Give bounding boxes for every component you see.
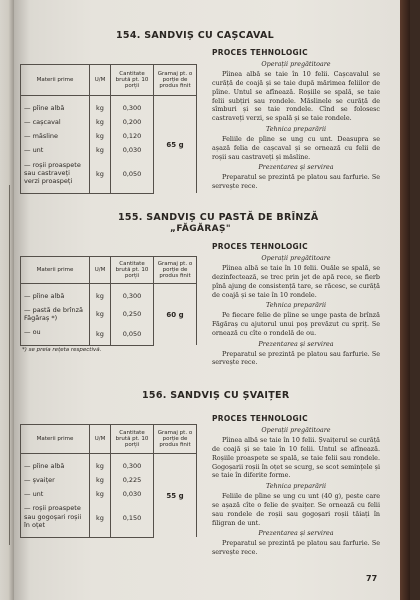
col-header-unit: U/M <box>90 425 111 454</box>
ingredients-table <box>20 424 197 538</box>
col-header-portion: Gramaj pt. o porție de produs finit <box>154 425 197 454</box>
process-heading: PROCES TEHNOLOGIC <box>212 242 308 251</box>
table-row: — pîine albă kg 0,300 65 g <box>21 96 197 114</box>
table-row: — pîine albă kg 0,300 60 g <box>21 284 197 302</box>
step-text: Preparatul se prezintă pe platou sau farfurie. Se servește rece. <box>212 173 380 191</box>
book-page <box>14 0 410 600</box>
process-section <box>212 414 380 557</box>
step-text: Pe fiecare felie de pîine se unge pasta de brînză Făgăraș cu ajutorul unui poș prevăzut cu spriț. Se ornează cu cîte o rondelă de ou. <box>212 311 380 337</box>
table-row: — cașcaval kg 0,200 <box>21 113 197 127</box>
step-text: Feliile de pîine se ung cu unt (40 g), peste care se așază cîte o felie de șvaițer. Se ornează cu felii sau rondele de roșii sau gogoșari roșii tăiați în filigran de unt. <box>212 492 380 527</box>
step-label: Tehnica preparării <box>265 125 327 134</box>
step-text: Pîinea albă se taie în 10 felii. Cașcavalul se curăță de coajă și se taie după mărimea feliilor de pîine. Untul se afînează. Roșiile se spală, se taie felii subțiri sau rondele. Măslinele se curăță de sîmburi și se taie rondele. Cînd se folosesc castraveți verzi, se spală și se taie rondele. <box>212 70 380 123</box>
col-header-portion: Gramaj pt. o porție de produs finit <box>154 65 197 96</box>
step-text: Preparatul se prezintă pe platou sau farfurie. Se servește rece. <box>212 539 380 557</box>
process-section <box>212 242 380 367</box>
table-row: — unt kg 0,030 <box>21 141 197 155</box>
recipe-subtitle: „FĂGĂRAȘ" <box>170 224 232 234</box>
col-header-materials: Materii prime <box>21 65 90 96</box>
col-header-materials: Materii prime <box>21 257 90 284</box>
step-text: Pîinea albă se taie în 10 felii. Ouăle se spală, se dezinfectează, se trec prin jet de apă rece, se fierb pînă ajung de consistență tare, se răcesc, se curăță de coajă și se taie în 10 rondele. <box>212 264 380 299</box>
process-section <box>212 48 380 191</box>
book-spine <box>400 0 410 600</box>
step-text: Pîinea albă se taie în 10 felii. Șvaițerul se curăță de coajă și se taie în 10 felii. Untul se afînează. Roșiile proaspete se spală, se taie felii sau rondele. Gogoșarii roșii în oțet se scurg, se scot semințele și se taie în diferite forme. <box>212 436 380 480</box>
col-header-materials: Materii prime <box>21 425 90 454</box>
table-row: — șvaițer kg 0,225 <box>21 471 197 485</box>
step-label: Tehnica preparării <box>265 301 327 310</box>
step-label: Prezentarea și servirea <box>258 339 334 348</box>
col-header-quantity: Cantitate brută pt. 10 porții <box>111 425 154 454</box>
table-row: — roșii proaspete sau gogoșari roșii în oțet kg 0,150 <box>21 499 197 537</box>
recipe-title: 154. SANDVIȘ CU CAȘCAVAL <box>116 30 274 41</box>
table-row: — pastă de brînză Făgăraș *) kg 0,250 <box>21 301 197 323</box>
portion-weight: 55 g <box>154 454 197 538</box>
recipe-title: 156. SANDVIȘ CU ȘVAIȚER <box>142 390 290 401</box>
portion-weight: 60 g <box>154 284 197 346</box>
ingredients-table <box>20 64 197 194</box>
portion-weight: 65 g <box>154 96 197 194</box>
step-label: Operații pregătitoare <box>261 60 331 69</box>
step-text: Preparatul se prezintă pe platou sau farfurie. Se servește rece. <box>212 349 380 367</box>
left-page-edge <box>0 0 14 600</box>
step-label: Operații pregătitoare <box>261 426 331 435</box>
page-number: 77 <box>366 574 378 583</box>
step-text: Feliile de pîine se ung cu unt. Deasupra se așază felia de cașcaval și se ornează cu felii de roșii sau castraveți și măsline. <box>212 134 380 161</box>
ingredients-table <box>20 256 197 346</box>
step-label: Operații pregătitoare <box>261 254 331 263</box>
process-heading: PROCES TEHNOLOGIC <box>212 48 308 57</box>
step-label: Prezentarea și servirea <box>258 529 334 538</box>
col-header-quantity: Cantitate brută pt. 10 porții <box>111 257 154 284</box>
process-heading: PROCES TEHNOLOGIC <box>212 414 308 423</box>
table-row: — pîine albă kg 0,300 55 g <box>21 454 197 472</box>
col-header-portion: Gramaj pt. o porție de produs finit <box>154 257 197 284</box>
table-row: — unt kg 0,030 <box>21 485 197 499</box>
col-header-quantity: Cantitate brută pt. 10 porții <box>111 65 154 96</box>
recipe-title: 155. SANDVIȘ CU PASTĂ DE BRÎNZĂ <box>118 212 319 223</box>
table-row: — ou kg 0,050 <box>21 323 197 345</box>
footnote: *) se preia rețeta respectivă. <box>22 347 102 353</box>
table-row: — măsline kg 0,120 <box>21 127 197 141</box>
col-header-unit: U/M <box>90 257 111 284</box>
table-row: — roșii proaspete sau castraveți verzi proaspeți kg 0,050 <box>21 156 197 194</box>
step-label: Tehnica preparării <box>265 482 327 491</box>
step-label: Prezentarea și servirea <box>258 163 334 172</box>
col-header-unit: U/M <box>90 65 111 96</box>
